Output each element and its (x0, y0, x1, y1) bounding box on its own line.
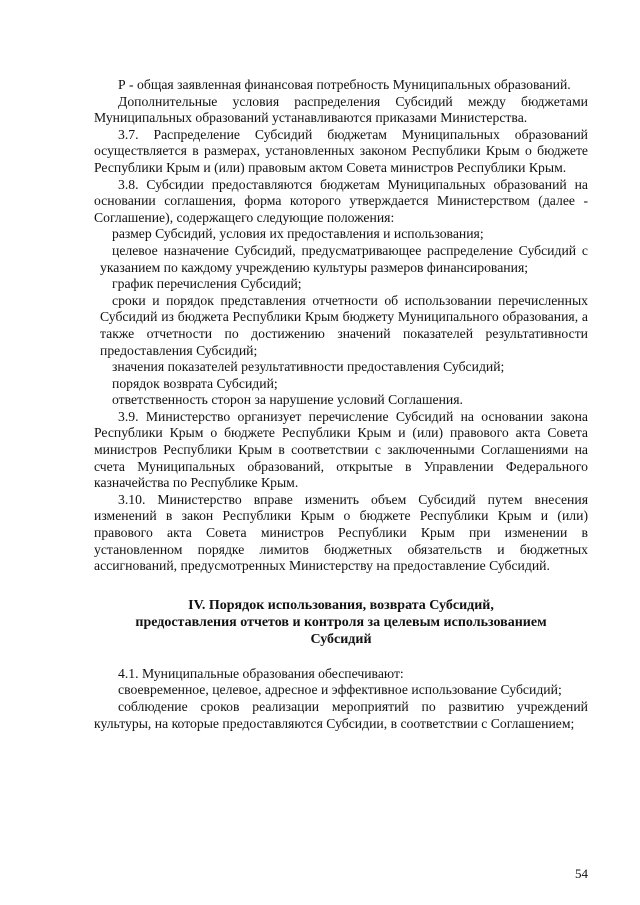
list-item: сроки и порядок представления отчетности об использовании перечисленных Субсидий из бюджета Республики Крым бюджету Муниципального образования, а также отчетности по достижению значений показателей результативности предоставления Субсидий; (100, 292, 588, 358)
paragraph-deadlines: соблюдение сроков реализации мероприятий по развитию учреждений культуры, на которые предоставляются Субсидии, в соответствии с Соглашением; (94, 699, 588, 731)
section-heading (94, 597, 588, 648)
page-number: 54 (575, 866, 588, 881)
page-body (94, 77, 588, 732)
section-heading-line: Субсидий (310, 631, 372, 647)
list-item: размер Субсидий, условия их предоставления и использования; (112, 226, 484, 242)
paragraph-3-8: 3.8. Субсидии предоставляются бюджетам Муниципальных образований на основании соглашения, форма которого утверждается Министерством (далее - Соглашение), содержащего следующие положения: (94, 176, 588, 225)
list-item: порядок возврата Субсидий; (112, 375, 278, 391)
paragraph-4-1: 4.1. Муниципальные образования обеспечивают: (118, 665, 404, 681)
section-heading-line: предоставления отчетов и контроля за целевым использованием (135, 614, 547, 630)
section-heading-line: IV. Порядок использования, возврата Субсидий, (188, 597, 494, 613)
paragraph-3-9: 3.9. Министерство организует перечисление Субсидий на основании закона Республики Крым о бюджете Республики Крым и (или) правового акта Совета министров Республики Крым в соответствии с заключенными Соглашениями на счета Муниципальных образований, открытые в Управлении Федерального казначейства по Республике Крым. (94, 408, 588, 491)
paragraph-p-definition: Р - общая заявленная финансовая потребность Муниципальных образований. (118, 77, 571, 92)
list-item: график перечисления Субсидий; (112, 276, 302, 292)
paragraph-3-7: 3.7. Распределение Субсидий бюджетам Муниципальных образований осуществляется в размерах, установленных законом Республики Крым о бюджете Республики Крым и (или) правовым актом Совета министров Республики Крым. (94, 126, 588, 175)
paragraph-3-10: 3.10. Министерство вправе изменить объем Субсидий путем внесения изменений в закон Республики Крым о бюджете Республики Крым и (или) правового акта Совета министров Республики Крым при изменении в установленном порядке лимитов бюджетных обязательств и бюджетных ассигнований, предусмотренных Министерству на предоставление Субсидий. (94, 491, 588, 574)
paragraph-additional-conditions: Дополнительные условия распределения Субсидий между бюджетами Муниципальных образований устанавливаются приказами Министерства. (94, 93, 588, 126)
list-item: целевое назначение Субсидий, предусматривающее распределение Субсидий с указанием по каждому учреждению культуры размеров финансирования; (100, 242, 588, 275)
list-item: ответственность сторон за нарушение условий Соглашения. (112, 392, 463, 408)
paragraph-timely-use: своевременное, целевое, адресное и эффективное использование Субсидий; (118, 682, 562, 698)
list-item: значения показателей результативности предоставления Субсидий; (112, 359, 505, 375)
